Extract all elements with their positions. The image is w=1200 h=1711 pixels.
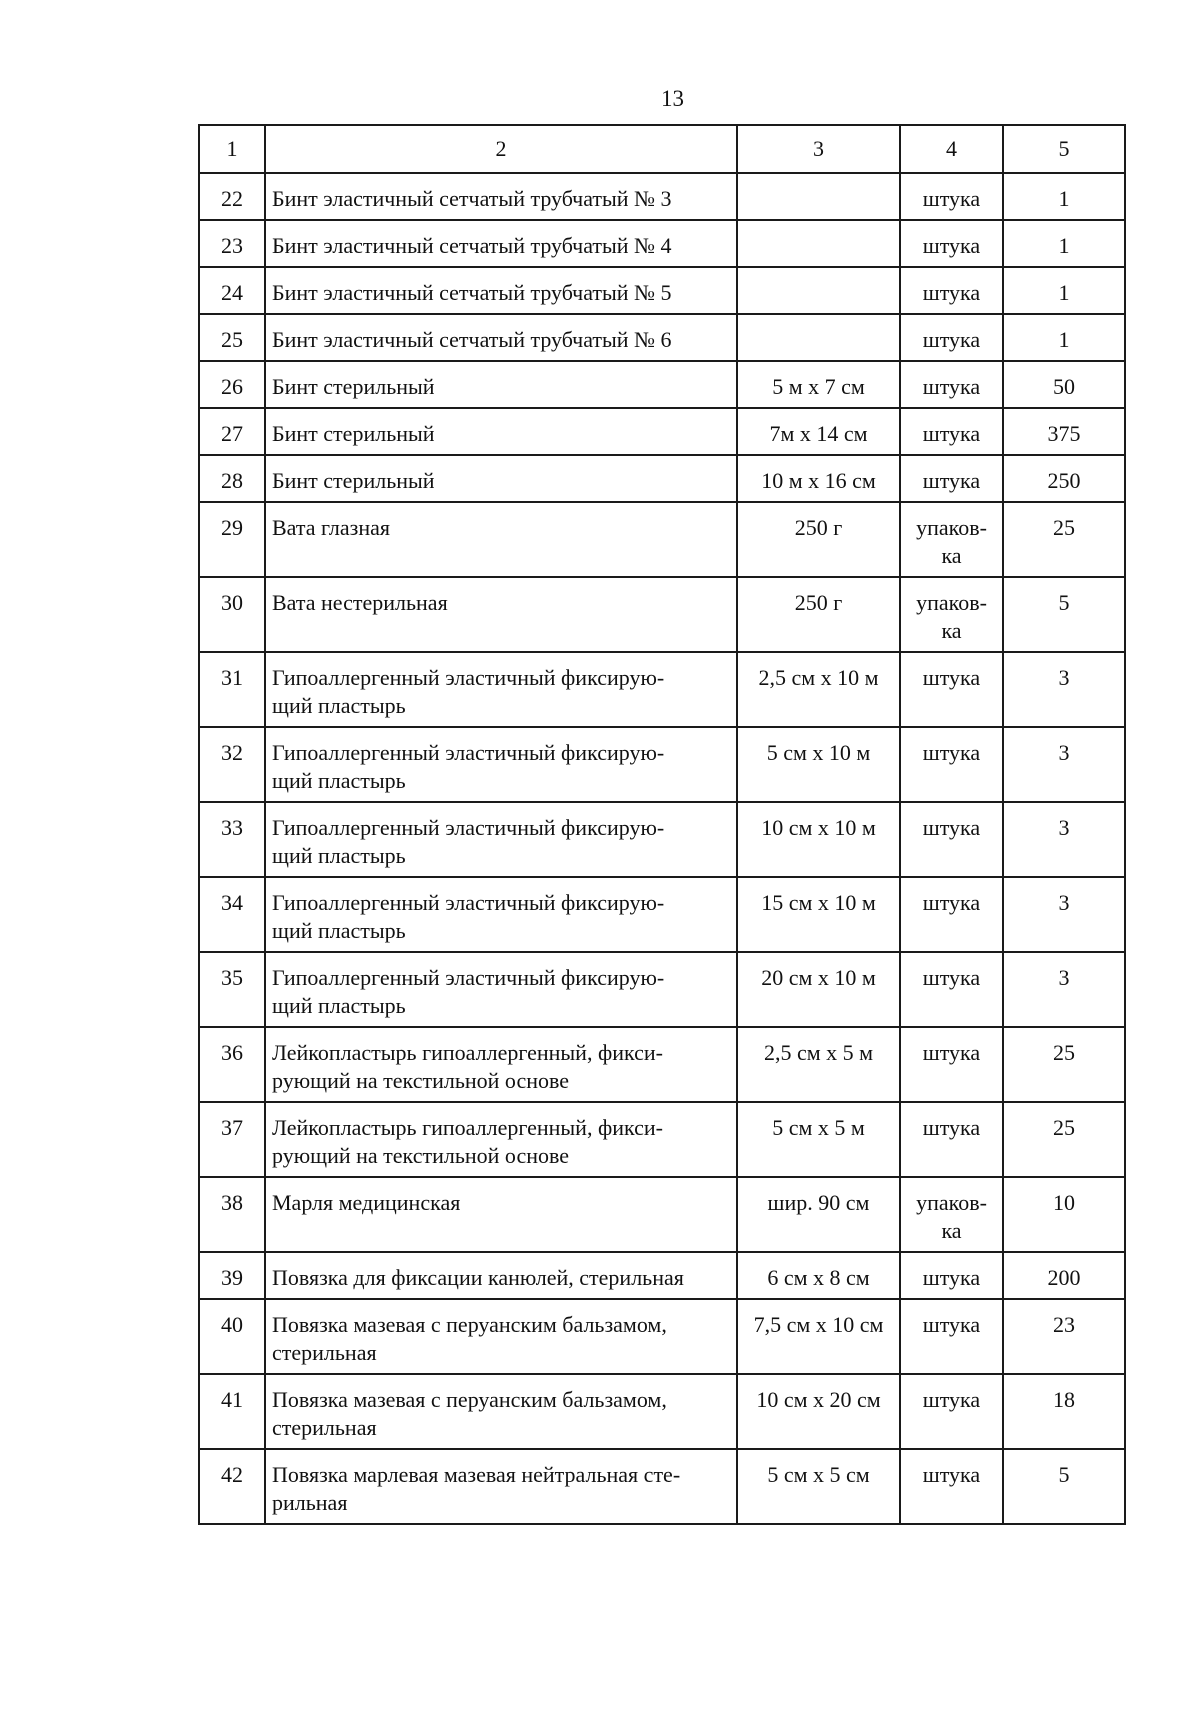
cell-quantity: 25: [1003, 1102, 1125, 1177]
cell-size: 5 см х 10 м: [737, 727, 900, 802]
table-row: [199, 220, 1125, 267]
table-row: [199, 1177, 1125, 1252]
cell-number: 36: [199, 1027, 265, 1102]
cell-name: Вата нестерильная: [265, 577, 737, 652]
table-row: [199, 577, 1125, 652]
table-row: [199, 727, 1125, 802]
cell-unit: штука: [900, 173, 1003, 220]
cell-name: Гипоаллергенный эластичный фиксирую- щий пластырь: [265, 727, 737, 802]
cell-number: 30: [199, 577, 265, 652]
cell-name: Вата глазная: [265, 502, 737, 577]
cell-size: 20 см х 10 м: [737, 952, 900, 1027]
cell-size: 2,5 см х 10 м: [737, 652, 900, 727]
cell-size: 2,5 см х 5 м: [737, 1027, 900, 1102]
table-row: [199, 408, 1125, 455]
cell-quantity: 1: [1003, 314, 1125, 361]
cell-unit: штука: [900, 220, 1003, 267]
cell-name: Повязка марлевая мазевая нейтральная сте- рильная: [265, 1449, 737, 1524]
cell-unit: упаков- ка: [900, 577, 1003, 652]
cell-size: 10 см х 20 см: [737, 1374, 900, 1449]
cell-number: 37: [199, 1102, 265, 1177]
cell-unit: штука: [900, 1299, 1003, 1374]
table-row: [199, 502, 1125, 577]
cell-size: 10 м х 16 см: [737, 455, 900, 502]
cell-name: Повязка мазевая с перуанским бальзамом, стерильная: [265, 1374, 737, 1449]
cell-name: Гипоаллергенный эластичный фиксирую- щий пластырь: [265, 802, 737, 877]
page-number: 13: [661, 86, 684, 111]
cell-number: 29: [199, 502, 265, 577]
table-row: [199, 1102, 1125, 1177]
cell-size: [737, 173, 900, 220]
cell-name: Лейкопластырь гипоаллергенный, фикси- рующий на текстильной основе: [265, 1027, 737, 1102]
cell-size: 5 см х 5 см: [737, 1449, 900, 1524]
cell-name: Повязка мазевая с перуанским бальзамом, стерильная: [265, 1299, 737, 1374]
table-row: [199, 877, 1125, 952]
cell-unit: штука: [900, 652, 1003, 727]
cell-size: 250 г: [737, 502, 900, 577]
cell-number: 26: [199, 361, 265, 408]
table-row: [199, 1449, 1125, 1524]
cell-quantity: 50: [1003, 361, 1125, 408]
cell-number: 25: [199, 314, 265, 361]
cell-quantity: 3: [1003, 727, 1125, 802]
cell-unit: штука: [900, 267, 1003, 314]
cell-unit: штука: [900, 361, 1003, 408]
cell-number: 22: [199, 173, 265, 220]
column-header-quantity: 5: [1003, 125, 1125, 173]
table-row: [199, 455, 1125, 502]
table-row: [199, 314, 1125, 361]
table-row: [199, 802, 1125, 877]
cell-quantity: 10: [1003, 1177, 1125, 1252]
table-row: [199, 173, 1125, 220]
cell-quantity: 3: [1003, 952, 1125, 1027]
cell-number: 38: [199, 1177, 265, 1252]
cell-name: Лейкопластырь гипоаллергенный, фикси- рующий на текстильной основе: [265, 1102, 737, 1177]
column-header-size: 3: [737, 125, 900, 173]
cell-quantity: 3: [1003, 802, 1125, 877]
cell-name: Повязка для фиксации канюлей, стерильная: [265, 1252, 737, 1299]
cell-number: 35: [199, 952, 265, 1027]
cell-unit: штука: [900, 802, 1003, 877]
cell-size: шир. 90 см: [737, 1177, 900, 1252]
cell-quantity: 250: [1003, 455, 1125, 502]
cell-size: [737, 220, 900, 267]
cell-name: Бинт стерильный: [265, 408, 737, 455]
cell-unit: штука: [900, 952, 1003, 1027]
cell-quantity: 1: [1003, 267, 1125, 314]
cell-size: 6 см х 8 см: [737, 1252, 900, 1299]
cell-size: 10 см х 10 м: [737, 802, 900, 877]
cell-quantity: 18: [1003, 1374, 1125, 1449]
cell-quantity: 5: [1003, 1449, 1125, 1524]
cell-name: Бинт эластичный сетчатый трубчатый № 5: [265, 267, 737, 314]
table-row: [199, 1252, 1125, 1299]
cell-unit: штука: [900, 1449, 1003, 1524]
cell-number: 34: [199, 877, 265, 952]
table-row: [199, 267, 1125, 314]
cell-number: 31: [199, 652, 265, 727]
cell-size: 250 г: [737, 577, 900, 652]
cell-size: [737, 267, 900, 314]
cell-name: Марля медицинская: [265, 1177, 737, 1252]
table-header-row: [199, 125, 1125, 173]
cell-size: 15 см х 10 м: [737, 877, 900, 952]
column-header-number: 1: [199, 125, 265, 173]
cell-quantity: 5: [1003, 577, 1125, 652]
table-row: [199, 1027, 1125, 1102]
cell-number: 27: [199, 408, 265, 455]
supplies-table: [198, 124, 1126, 1525]
cell-quantity: 375: [1003, 408, 1125, 455]
cell-quantity: 1: [1003, 173, 1125, 220]
cell-unit: упаков- ка: [900, 502, 1003, 577]
cell-quantity: 3: [1003, 877, 1125, 952]
cell-unit: штука: [900, 727, 1003, 802]
table-row: [199, 361, 1125, 408]
cell-number: 33: [199, 802, 265, 877]
column-header-name: 2: [265, 125, 737, 173]
cell-unit: штука: [900, 455, 1003, 502]
cell-unit: упаков- ка: [900, 1177, 1003, 1252]
cell-number: 41: [199, 1374, 265, 1449]
cell-unit: штука: [900, 1252, 1003, 1299]
cell-size: 7м х 14 см: [737, 408, 900, 455]
column-header-unit: 4: [900, 125, 1003, 173]
cell-number: 23: [199, 220, 265, 267]
cell-name: Бинт эластичный сетчатый трубчатый № 4: [265, 220, 737, 267]
cell-quantity: 23: [1003, 1299, 1125, 1374]
cell-quantity: 25: [1003, 1027, 1125, 1102]
cell-name: Бинт эластичный сетчатый трубчатый № 3: [265, 173, 737, 220]
cell-name: Гипоаллергенный эластичный фиксирую- щий пластырь: [265, 652, 737, 727]
table-row: [199, 1374, 1125, 1449]
cell-number: 28: [199, 455, 265, 502]
cell-name: Гипоаллергенный эластичный фиксирую- щий пластырь: [265, 877, 737, 952]
cell-number: 42: [199, 1449, 265, 1524]
cell-size: 5 см х 5 м: [737, 1102, 900, 1177]
cell-name: Гипоаллергенный эластичный фиксирую- щий пластырь: [265, 952, 737, 1027]
cell-size: 5 м х 7 см: [737, 361, 900, 408]
cell-size: [737, 314, 900, 361]
table-row: [199, 952, 1125, 1027]
cell-unit: штука: [900, 1102, 1003, 1177]
cell-number: 24: [199, 267, 265, 314]
table-row: [199, 652, 1125, 727]
cell-number: 40: [199, 1299, 265, 1374]
cell-number: 39: [199, 1252, 265, 1299]
cell-unit: штука: [900, 877, 1003, 952]
cell-unit: штука: [900, 314, 1003, 361]
cell-size: 7,5 см х 10 см: [737, 1299, 900, 1374]
cell-number: 32: [199, 727, 265, 802]
cell-quantity: 200: [1003, 1252, 1125, 1299]
cell-quantity: 25: [1003, 502, 1125, 577]
cell-name: Бинт стерильный: [265, 361, 737, 408]
table-row: [199, 1299, 1125, 1374]
cell-unit: штука: [900, 1027, 1003, 1102]
cell-quantity: 1: [1003, 220, 1125, 267]
cell-quantity: 3: [1003, 652, 1125, 727]
cell-unit: штука: [900, 408, 1003, 455]
cell-name: Бинт эластичный сетчатый трубчатый № 6: [265, 314, 737, 361]
cell-unit: штука: [900, 1374, 1003, 1449]
cell-name: Бинт стерильный: [265, 455, 737, 502]
